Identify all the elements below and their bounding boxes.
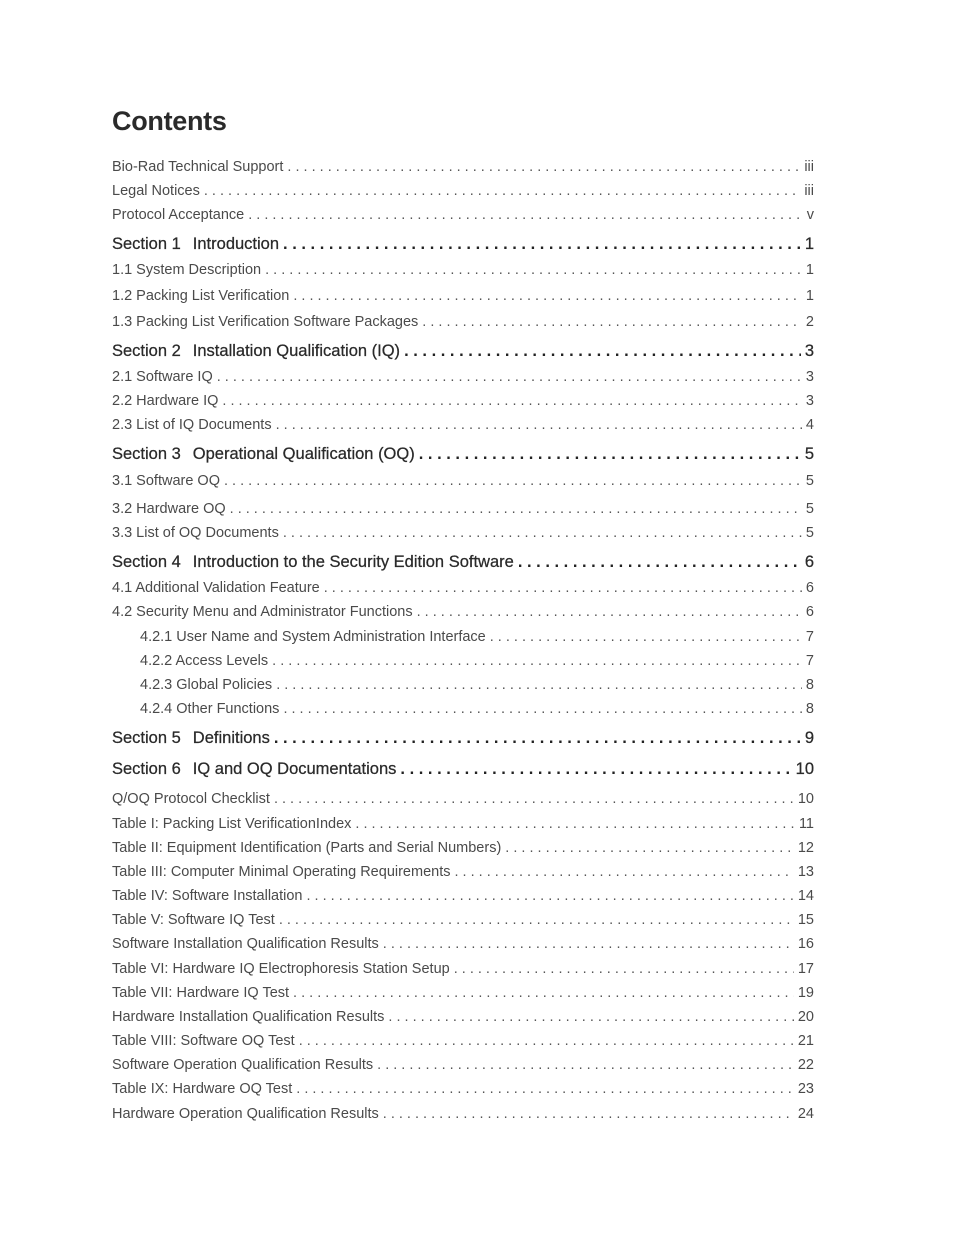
leader-dots (276, 676, 802, 694)
toc-entry-label: 4.2.2 Access Levels (140, 653, 269, 669)
toc-page-number: 10 (797, 791, 814, 807)
toc-entry-label: 4.2.3 Global Policies (140, 677, 273, 693)
toc-page-number: 7 (805, 629, 814, 645)
leader-dots (293, 984, 794, 1002)
toc-page-number: 12 (797, 840, 814, 856)
section-number: Section 5 (112, 729, 181, 747)
leader-dots (217, 368, 802, 386)
toc-section-heading[interactable] (112, 445, 814, 463)
toc-subentry[interactable] (140, 628, 814, 646)
toc-entry[interactable] (112, 984, 814, 1002)
section-title: Operational Qualification (OQ) (192, 445, 415, 463)
leader-dots (274, 729, 801, 747)
toc-page-number: 3 (805, 369, 814, 385)
toc-entry[interactable] (112, 603, 814, 621)
section-number: Section 4 (112, 553, 181, 571)
toc-entry-label: 4.2.1 User Name and System Administration Interface (140, 629, 486, 645)
leader-dots (383, 1105, 794, 1123)
leader-dots (505, 839, 794, 857)
toc-page-number: 14 (797, 888, 814, 904)
leader-dots (287, 158, 800, 176)
section-label (112, 553, 514, 571)
toc-page-number: 20 (797, 1009, 814, 1025)
section-number: Section 2 (112, 342, 181, 360)
leader-dots (324, 579, 802, 597)
toc-subentry[interactable] (140, 652, 814, 670)
toc-page-number: 4 (805, 417, 814, 433)
toc-entry-label: 4.2 Security Menu and Administrator Functions (112, 604, 413, 620)
section-number: Section 3 (112, 445, 181, 463)
toc-section-heading[interactable] (112, 235, 814, 253)
toc-entry-label: Software Installation Qualification Results (112, 936, 379, 952)
leader-dots (224, 472, 802, 490)
toc-entry[interactable] (112, 935, 814, 953)
leader-dots (518, 553, 801, 571)
toc-entry[interactable] (112, 579, 814, 597)
toc-entry[interactable] (112, 839, 814, 857)
toc-entry[interactable] (112, 261, 814, 279)
toc-subentry[interactable] (140, 700, 814, 718)
toc-entry-label: Table III: Computer Minimal Operating Requirements (112, 864, 451, 880)
toc-entry-label: 2.3 List of IQ Documents (112, 417, 272, 433)
leader-dots (454, 960, 794, 978)
section-number: Section 1 (112, 235, 181, 253)
toc-page-number: 8 (805, 701, 814, 717)
toc-page-number: 6 (805, 604, 814, 620)
toc-entry-label: 3.1 Software OQ (112, 473, 220, 489)
toc-entry[interactable] (112, 790, 814, 808)
toc-page-number: 19 (797, 985, 814, 1001)
toc-entry-label: Bio-Rad Technical Support (112, 159, 284, 175)
leader-dots (272, 652, 802, 670)
toc-page-number: 8 (805, 677, 814, 693)
toc-entry[interactable] (112, 158, 814, 176)
toc-page-number: 5 (805, 525, 814, 541)
toc-section-heading[interactable] (112, 729, 814, 747)
toc-entry[interactable] (112, 368, 814, 386)
toc-page-number: 13 (797, 864, 814, 880)
section-title: Definitions (192, 729, 270, 747)
toc-page-number: 3 (804, 342, 814, 360)
toc-section-heading[interactable] (112, 342, 814, 360)
toc-section-heading[interactable] (112, 760, 814, 778)
leader-dots (306, 887, 793, 905)
toc-section-heading[interactable] (112, 553, 814, 571)
toc-entry-label: Table VIII: Software OQ Test (112, 1033, 295, 1049)
leader-dots (383, 935, 794, 953)
leader-dots (276, 416, 802, 434)
toc-entry-label: Hardware Installation Qualification Results (112, 1009, 385, 1025)
toc-page-number: 1 (805, 288, 814, 304)
toc-entry-label: 3.3 List of OQ Documents (112, 525, 279, 541)
toc-page-number: 16 (797, 936, 814, 952)
toc-entry-label: Software Operation Qualification Results (112, 1057, 374, 1073)
leader-dots (279, 911, 794, 929)
toc-entry[interactable] (112, 500, 814, 518)
leader-dots (293, 287, 802, 305)
toc-page-number: 7 (805, 653, 814, 669)
toc-entry-label: 1.3 Packing List Verification Software Packages (112, 314, 419, 330)
toc-entry-label: Table II: Equipment Identification (Parts and Serial Numbers) (112, 840, 502, 856)
toc-entry[interactable] (112, 392, 814, 410)
toc-entry[interactable] (112, 182, 814, 200)
section-label (112, 729, 270, 747)
toc-page-number: v (806, 207, 814, 223)
toc-entry-label: 1.1 System Description (112, 262, 262, 278)
leader-dots (283, 235, 801, 253)
toc-entry-label: Table IV: Software Installation (112, 888, 303, 904)
toc-entry-label: 4.2.4 Other Functions (140, 701, 280, 717)
toc-entry-label: Protocol Acceptance (112, 207, 245, 223)
toc-entry[interactable] (112, 1105, 814, 1123)
toc-page-number: 11 (798, 816, 814, 832)
toc-entry-label: 4.1 Additional Validation Feature (112, 580, 320, 596)
toc-entry[interactable] (112, 313, 814, 331)
section-title: Installation Qualification (IQ) (192, 342, 401, 360)
leader-dots (230, 500, 802, 518)
toc-entry-label: Table IX: Hardware OQ Test (112, 1081, 293, 1097)
toc-page-number: iii (804, 159, 814, 175)
toc-page-number: 23 (797, 1081, 814, 1097)
toc-entry-label: Table VI: Hardware IQ Electrophoresis Station Setup (112, 961, 450, 977)
toc-entry[interactable] (112, 524, 814, 542)
section-number: Section 6 (112, 760, 181, 778)
leader-dots (355, 815, 795, 833)
toc-entry[interactable] (112, 1032, 814, 1050)
section-label (112, 235, 279, 253)
toc-page-number: 1 (804, 235, 814, 253)
toc-entry-label: Table V: Software IQ Test (112, 912, 275, 928)
section-label (112, 445, 415, 463)
toc-entry-label: Hardware Operation Qualification Results (112, 1106, 379, 1122)
leader-dots (299, 1032, 794, 1050)
toc-page-number: 24 (797, 1106, 814, 1122)
section-label (112, 760, 396, 778)
leader-dots (417, 603, 802, 621)
toc-entry[interactable] (112, 887, 814, 905)
toc-page-number: 2 (805, 314, 814, 330)
leader-dots (422, 313, 802, 331)
leader-dots (490, 628, 802, 646)
toc-entry[interactable] (112, 287, 814, 305)
leader-dots (274, 790, 794, 808)
toc-page-number: 21 (797, 1033, 814, 1049)
toc-page-number: 5 (804, 445, 814, 463)
toc-entry[interactable] (112, 1008, 814, 1026)
section-label (112, 342, 400, 360)
leader-dots (204, 182, 800, 200)
leader-dots (454, 863, 793, 881)
toc-entry-label: Table VII: Hardware IQ Test (112, 985, 290, 1001)
page-title: Contents (112, 106, 227, 136)
leader-dots (296, 1080, 794, 1098)
toc-entry-label: 1.2 Packing List Verification (112, 288, 290, 304)
toc-page-number: 3 (805, 393, 814, 409)
toc-entry-label: Legal Notices (112, 183, 200, 199)
toc-page-number: 22 (797, 1057, 814, 1073)
toc-page-number: 6 (805, 580, 814, 596)
toc-entry-label: Table I: Packing List VerificationIndex (112, 816, 352, 832)
toc-page-number: 6 (804, 553, 814, 571)
toc-page-number: 10 (795, 760, 814, 778)
toc-entry[interactable] (112, 472, 814, 490)
leader-dots (265, 261, 802, 279)
toc-page-number: 15 (797, 912, 814, 928)
toc-entry[interactable] (112, 206, 814, 224)
leader-dots (388, 1008, 793, 1026)
leader-dots (283, 524, 802, 542)
toc-entry[interactable] (112, 815, 814, 833)
leader-dots (400, 760, 791, 778)
section-title: Introduction (192, 235, 280, 253)
leader-dots (283, 700, 801, 718)
toc-entry[interactable] (112, 911, 814, 929)
toc-page-number: 1 (805, 262, 814, 278)
toc-entry-label: 2.2 Hardware IQ (112, 393, 219, 409)
leader-dots (419, 445, 801, 463)
toc-page-number: 9 (804, 729, 814, 747)
toc-entry[interactable] (112, 1056, 814, 1074)
leader-dots (377, 1056, 794, 1074)
toc-page-number: 5 (805, 501, 814, 517)
toc-page-number: 5 (805, 473, 814, 489)
toc-entry[interactable] (112, 863, 814, 881)
toc-entry[interactable] (112, 416, 814, 434)
toc-page-number: iii (804, 183, 814, 199)
toc-entry-label: 2.1 Software IQ (112, 369, 213, 385)
toc-entry[interactable] (112, 1080, 814, 1098)
toc-subentry[interactable] (140, 676, 814, 694)
toc-entry-label: Q/OQ Protocol Checklist (112, 791, 270, 807)
toc-page-number: 17 (797, 961, 814, 977)
leader-dots (222, 392, 802, 410)
leader-dots (404, 342, 801, 360)
toc-entry-label: 3.2 Hardware OQ (112, 501, 226, 517)
leader-dots (248, 206, 803, 224)
toc-entry[interactable] (112, 960, 814, 978)
section-title: Introduction to the Security Edition Software (192, 553, 514, 571)
section-title: IQ and OQ Documentations (192, 760, 397, 778)
